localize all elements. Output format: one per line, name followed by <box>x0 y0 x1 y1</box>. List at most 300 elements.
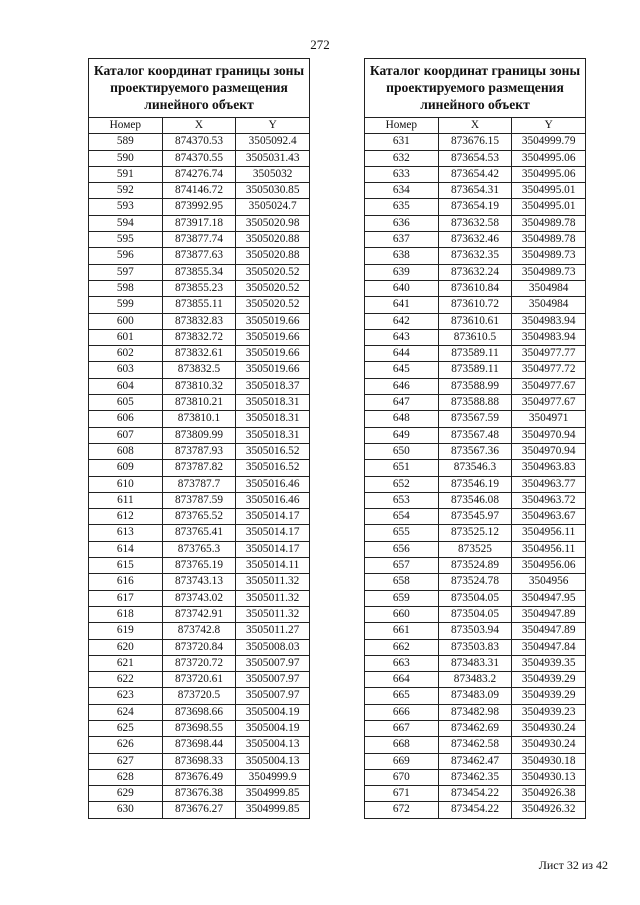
cell-y: 3504930.24 <box>512 720 586 736</box>
cell-number: 656 <box>365 541 439 557</box>
cell-x: 873525 <box>438 541 512 557</box>
cell-number: 657 <box>365 558 439 574</box>
cell-y: 3505004.19 <box>236 704 310 720</box>
table-row <box>365 248 586 264</box>
cell-x: 873742.91 <box>162 606 236 622</box>
cell-x: 873589.11 <box>438 346 512 362</box>
cell-y: 3504947.89 <box>512 623 586 639</box>
cell-number: 591 <box>89 166 163 182</box>
table-row <box>365 166 586 182</box>
coordinate-catalog-table-right <box>364 58 586 819</box>
cell-x: 873525.12 <box>438 525 512 541</box>
cell-x: 873632.46 <box>438 232 512 248</box>
cell-y: 3504977.77 <box>512 346 586 362</box>
cell-number: 623 <box>89 688 163 704</box>
cell-x: 873676.15 <box>438 134 512 150</box>
table-row <box>365 639 586 655</box>
cell-number: 666 <box>365 704 439 720</box>
cell-x: 873462.47 <box>438 753 512 769</box>
cell-y: 3505011.32 <box>236 590 310 606</box>
cell-number: 593 <box>89 199 163 215</box>
table-row <box>365 427 586 443</box>
table-row <box>89 297 310 313</box>
cell-number: 661 <box>365 623 439 639</box>
cell-number: 667 <box>365 720 439 736</box>
cell-y: 3505019.66 <box>236 346 310 362</box>
cell-y: 3505008.03 <box>236 639 310 655</box>
cell-x: 873742.8 <box>162 623 236 639</box>
cell-x: 873992.95 <box>162 199 236 215</box>
cell-x: 873483.2 <box>438 672 512 688</box>
table-row <box>365 802 586 818</box>
cell-number: 602 <box>89 346 163 362</box>
cell-x: 873855.11 <box>162 297 236 313</box>
cell-y: 3504977.67 <box>512 378 586 394</box>
table-row <box>365 476 586 492</box>
cell-y: 3505004.13 <box>236 737 310 753</box>
table-row <box>89 362 310 378</box>
table-row <box>89 199 310 215</box>
cell-number: 651 <box>365 460 439 476</box>
table-row <box>365 280 586 296</box>
cell-x: 873855.34 <box>162 264 236 280</box>
cell-x: 873567.59 <box>438 411 512 427</box>
cell-y: 3504956 <box>512 574 586 590</box>
cell-x: 873654.42 <box>438 166 512 182</box>
table-row <box>365 769 586 785</box>
table-row <box>89 623 310 639</box>
table-row <box>365 443 586 459</box>
cell-number: 636 <box>365 215 439 231</box>
cell-number: 611 <box>89 492 163 508</box>
cell-number: 663 <box>365 655 439 671</box>
cell-x: 873698.66 <box>162 704 236 720</box>
table-row <box>89 248 310 264</box>
table-row <box>365 134 586 150</box>
table-row <box>89 704 310 720</box>
cell-number: 625 <box>89 720 163 736</box>
cell-number: 621 <box>89 655 163 671</box>
cell-number: 650 <box>365 443 439 459</box>
cell-number: 634 <box>365 183 439 199</box>
cell-x: 873462.35 <box>438 769 512 785</box>
table-row <box>89 183 310 199</box>
cell-number: 660 <box>365 606 439 622</box>
column-header-x: X <box>438 118 512 134</box>
column-header-y: Y <box>236 118 310 134</box>
cell-number: 607 <box>89 427 163 443</box>
cell-number: 622 <box>89 672 163 688</box>
table-row <box>365 525 586 541</box>
cell-x: 873462.69 <box>438 720 512 736</box>
cell-y: 3505014.17 <box>236 541 310 557</box>
cell-number: 640 <box>365 280 439 296</box>
cell-x: 873676.38 <box>162 786 236 802</box>
cell-number: 669 <box>365 753 439 769</box>
table-row <box>89 590 310 606</box>
table-row <box>89 786 310 802</box>
cell-x: 874276.74 <box>162 166 236 182</box>
table-row <box>365 313 586 329</box>
table-row <box>89 378 310 394</box>
cell-y: 3505014.11 <box>236 558 310 574</box>
cell-x: 873765.52 <box>162 509 236 525</box>
cell-x: 873743.13 <box>162 574 236 590</box>
cell-number: 619 <box>89 623 163 639</box>
table-row <box>365 541 586 557</box>
table-row <box>89 264 310 280</box>
cell-y: 3505020.52 <box>236 280 310 296</box>
cell-y: 3504977.72 <box>512 362 586 378</box>
table-body <box>89 134 310 818</box>
column-header-number: Номер <box>365 118 439 134</box>
cell-x: 873720.5 <box>162 688 236 704</box>
cell-y: 3504970.94 <box>512 427 586 443</box>
table-row <box>89 427 310 443</box>
table-row <box>89 395 310 411</box>
table-row <box>89 769 310 785</box>
cell-x: 873787.7 <box>162 476 236 492</box>
cell-number: 645 <box>365 362 439 378</box>
cell-x: 874370.55 <box>162 150 236 166</box>
cell-x: 873588.88 <box>438 395 512 411</box>
cell-number: 670 <box>365 769 439 785</box>
cell-y: 3504956.11 <box>512 525 586 541</box>
table-row <box>365 346 586 362</box>
cell-number: 631 <box>365 134 439 150</box>
cell-x: 873654.53 <box>438 150 512 166</box>
cell-number: 662 <box>365 639 439 655</box>
cell-y: 3505011.27 <box>236 623 310 639</box>
cell-x: 874146.72 <box>162 183 236 199</box>
cell-y: 3504999.85 <box>236 786 310 802</box>
table-row <box>365 655 586 671</box>
cell-x: 873504.05 <box>438 606 512 622</box>
cell-y: 3504947.84 <box>512 639 586 655</box>
cell-y: 3505031.43 <box>236 150 310 166</box>
cell-x: 873632.58 <box>438 215 512 231</box>
cell-number: 597 <box>89 264 163 280</box>
cell-number: 600 <box>89 313 163 329</box>
cell-number: 652 <box>365 476 439 492</box>
cell-x: 873720.72 <box>162 655 236 671</box>
cell-y: 3504939.23 <box>512 704 586 720</box>
table-row <box>89 166 310 182</box>
column-header-y: Y <box>512 118 586 134</box>
cell-y: 3505007.97 <box>236 672 310 688</box>
cell-y: 3504999.85 <box>236 802 310 818</box>
cell-number: 665 <box>365 688 439 704</box>
cell-y: 3504983.94 <box>512 329 586 345</box>
cell-number: 606 <box>89 411 163 427</box>
cell-y: 3505018.31 <box>236 411 310 427</box>
cell-x: 873765.3 <box>162 541 236 557</box>
table-row <box>89 134 310 150</box>
cell-y: 3505019.66 <box>236 362 310 378</box>
cell-number: 620 <box>89 639 163 655</box>
table-row <box>89 639 310 655</box>
table-row <box>365 329 586 345</box>
cell-y: 3504989.78 <box>512 215 586 231</box>
cell-y: 3505004.13 <box>236 753 310 769</box>
page-number: 272 <box>310 37 330 52</box>
table-row <box>365 737 586 753</box>
table-title: Каталог координат границы зоны проектируемого размещения линейного объект <box>365 59 586 118</box>
cell-x: 873483.31 <box>438 655 512 671</box>
cell-x: 873632.35 <box>438 248 512 264</box>
table-row <box>89 688 310 704</box>
cell-y: 3505019.66 <box>236 329 310 345</box>
cell-number: 628 <box>89 769 163 785</box>
cell-y: 3504989.73 <box>512 248 586 264</box>
cell-x: 873503.83 <box>438 639 512 655</box>
cell-x: 873832.5 <box>162 362 236 378</box>
cell-number: 617 <box>89 590 163 606</box>
cell-number: 671 <box>365 786 439 802</box>
cell-x: 873698.44 <box>162 737 236 753</box>
table-row <box>365 183 586 199</box>
cell-y: 3505020.88 <box>236 232 310 248</box>
cell-x: 873877.63 <box>162 248 236 264</box>
column-header-number: Номер <box>89 118 163 134</box>
cell-x: 873810.32 <box>162 378 236 394</box>
cell-number: 638 <box>365 248 439 264</box>
cell-x: 873454.22 <box>438 786 512 802</box>
cell-number: 659 <box>365 590 439 606</box>
table-row <box>365 395 586 411</box>
cell-y: 3504963.83 <box>512 460 586 476</box>
table-row <box>89 606 310 622</box>
table-row <box>89 525 310 541</box>
table-row <box>89 737 310 753</box>
cell-number: 653 <box>365 492 439 508</box>
cell-y: 3504947.89 <box>512 606 586 622</box>
cell-x: 874370.53 <box>162 134 236 150</box>
table-row <box>365 574 586 590</box>
cell-x: 873720.84 <box>162 639 236 655</box>
cell-x: 873524.78 <box>438 574 512 590</box>
cell-number: 646 <box>365 378 439 394</box>
cell-x: 873832.61 <box>162 346 236 362</box>
cell-y: 3505016.46 <box>236 492 310 508</box>
cell-y: 3504956.11 <box>512 541 586 557</box>
cell-y: 3504956.06 <box>512 558 586 574</box>
cell-x: 873454.22 <box>438 802 512 818</box>
table-row <box>89 476 310 492</box>
table-body <box>365 134 586 818</box>
cell-number: 668 <box>365 737 439 753</box>
cell-number: 655 <box>365 525 439 541</box>
cell-y: 3504995.06 <box>512 166 586 182</box>
cell-number: 618 <box>89 606 163 622</box>
cell-x: 873546.3 <box>438 460 512 476</box>
cell-y: 3505092.4 <box>236 134 310 150</box>
cell-number: 624 <box>89 704 163 720</box>
table-row <box>365 720 586 736</box>
table-row <box>365 411 586 427</box>
table-row <box>365 378 586 394</box>
cell-number: 639 <box>365 264 439 280</box>
cell-y: 3504999.9 <box>236 769 310 785</box>
cell-x: 873743.02 <box>162 590 236 606</box>
cell-y: 3504999.79 <box>512 134 586 150</box>
table-row <box>89 753 310 769</box>
table-row <box>89 460 310 476</box>
table-row <box>365 215 586 231</box>
cell-x: 873588.99 <box>438 378 512 394</box>
table-row <box>365 688 586 704</box>
cell-y: 3505016.46 <box>236 476 310 492</box>
table-row <box>89 346 310 362</box>
cell-number: 664 <box>365 672 439 688</box>
column-header-x: X <box>162 118 236 134</box>
sheet-footer: Лист 32 из 42 <box>538 858 608 872</box>
table-row <box>89 492 310 508</box>
cell-y: 3504995.01 <box>512 199 586 215</box>
cell-y: 3504963.72 <box>512 492 586 508</box>
cell-number: 644 <box>365 346 439 362</box>
table-row <box>365 623 586 639</box>
cell-y: 3505018.37 <box>236 378 310 394</box>
cell-number: 626 <box>89 737 163 753</box>
cell-y: 3504930.13 <box>512 769 586 785</box>
cell-x: 873654.31 <box>438 183 512 199</box>
cell-y: 3505004.19 <box>236 720 310 736</box>
table-row <box>89 215 310 231</box>
cell-x: 873546.19 <box>438 476 512 492</box>
cell-y: 3504963.77 <box>512 476 586 492</box>
table-row <box>89 411 310 427</box>
cell-x: 873765.19 <box>162 558 236 574</box>
cell-x: 873787.82 <box>162 460 236 476</box>
cell-x: 873720.61 <box>162 672 236 688</box>
table-row <box>365 558 586 574</box>
cell-y: 3504939.35 <box>512 655 586 671</box>
cell-number: 641 <box>365 297 439 313</box>
cell-y: 3504977.67 <box>512 395 586 411</box>
cell-x: 873698.55 <box>162 720 236 736</box>
table-row <box>89 574 310 590</box>
table-row <box>89 313 310 329</box>
cell-x: 873787.93 <box>162 443 236 459</box>
table-row <box>89 720 310 736</box>
cell-x: 873855.23 <box>162 280 236 296</box>
cell-number: 614 <box>89 541 163 557</box>
table-row <box>365 199 586 215</box>
table-row <box>365 150 586 166</box>
cell-x: 873482.98 <box>438 704 512 720</box>
table-row <box>89 280 310 296</box>
cell-y: 3505018.31 <box>236 395 310 411</box>
cell-y: 3504989.78 <box>512 232 586 248</box>
table-row <box>365 362 586 378</box>
cell-x: 873765.41 <box>162 525 236 541</box>
cell-x: 873610.61 <box>438 313 512 329</box>
cell-y: 3504939.29 <box>512 688 586 704</box>
table-row <box>89 672 310 688</box>
cell-number: 604 <box>89 378 163 394</box>
cell-x: 873676.49 <box>162 769 236 785</box>
cell-y: 3505020.52 <box>236 297 310 313</box>
cell-number: 627 <box>89 753 163 769</box>
cell-y: 3505014.17 <box>236 525 310 541</box>
cell-x: 873610.84 <box>438 280 512 296</box>
cell-x: 873567.48 <box>438 427 512 443</box>
table-row <box>365 786 586 802</box>
cell-number: 613 <box>89 525 163 541</box>
cell-number: 605 <box>89 395 163 411</box>
cell-number: 610 <box>89 476 163 492</box>
cell-number: 595 <box>89 232 163 248</box>
cell-y: 3505016.52 <box>236 443 310 459</box>
cell-x: 873810.1 <box>162 411 236 427</box>
cell-number: 648 <box>365 411 439 427</box>
table-row <box>365 509 586 525</box>
cell-number: 615 <box>89 558 163 574</box>
cell-y: 3505007.97 <box>236 655 310 671</box>
table-row <box>89 509 310 525</box>
cell-y: 3504984 <box>512 280 586 296</box>
cell-y: 3505032 <box>236 166 310 182</box>
cell-x: 873462.58 <box>438 737 512 753</box>
cell-number: 632 <box>365 150 439 166</box>
cell-y: 3504939.29 <box>512 672 586 688</box>
table-row <box>89 802 310 818</box>
cell-y: 3504989.73 <box>512 264 586 280</box>
cell-y: 3505020.98 <box>236 215 310 231</box>
cell-x: 873503.94 <box>438 623 512 639</box>
cell-x: 873546.08 <box>438 492 512 508</box>
table-row <box>365 264 586 280</box>
cell-number: 649 <box>365 427 439 443</box>
table-title: Каталог координат границы зоны проектируемого размещения линейного объект <box>89 59 310 118</box>
cell-y: 3505020.88 <box>236 248 310 264</box>
cell-number: 592 <box>89 183 163 199</box>
cell-y: 3504995.01 <box>512 183 586 199</box>
cell-y: 3505016.52 <box>236 460 310 476</box>
cell-y: 3504983.94 <box>512 313 586 329</box>
cell-x: 873524.89 <box>438 558 512 574</box>
cell-y: 3504970.94 <box>512 443 586 459</box>
table-row <box>365 492 586 508</box>
cell-number: 630 <box>89 802 163 818</box>
cell-x: 873567.36 <box>438 443 512 459</box>
cell-x: 873610.72 <box>438 297 512 313</box>
cell-number: 629 <box>89 786 163 802</box>
table-row <box>89 443 310 459</box>
cell-y: 3505024.7 <box>236 199 310 215</box>
cell-y: 3504947.95 <box>512 590 586 606</box>
cell-number: 654 <box>365 509 439 525</box>
cell-x: 873654.19 <box>438 199 512 215</box>
cell-number: 635 <box>365 199 439 215</box>
cell-x: 873632.24 <box>438 264 512 280</box>
cell-x: 873809.99 <box>162 427 236 443</box>
cell-number: 658 <box>365 574 439 590</box>
cell-number: 642 <box>365 313 439 329</box>
cell-y: 3505030.85 <box>236 183 310 199</box>
cell-number: 590 <box>89 150 163 166</box>
cell-number: 608 <box>89 443 163 459</box>
cell-x: 873483.09 <box>438 688 512 704</box>
table-row <box>89 329 310 345</box>
cell-number: 601 <box>89 329 163 345</box>
cell-x: 873545.97 <box>438 509 512 525</box>
cell-number: 647 <box>365 395 439 411</box>
table-row <box>89 541 310 557</box>
cell-number: 596 <box>89 248 163 264</box>
cell-y: 3505019.66 <box>236 313 310 329</box>
